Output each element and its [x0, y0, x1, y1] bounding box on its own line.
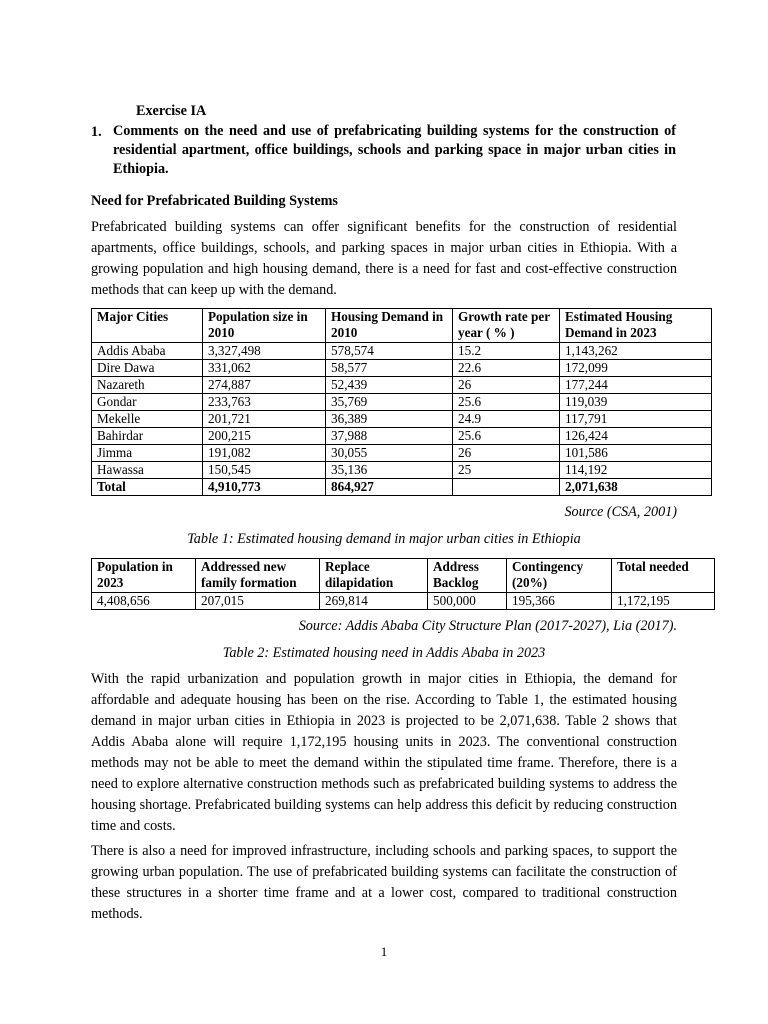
housing-demand-table [91, 308, 712, 496]
column-header: Total needed [612, 559, 715, 593]
column-header: Addressed new family formation [196, 559, 320, 593]
table-cell: 207,015 [196, 593, 320, 610]
table-row [92, 593, 715, 610]
paragraph-3: There is also a need for improved infrastructure, including schools and parking spaces, to support the growing urban population. The use of prefabricated building systems can facilitate the construction of these structures in a shorter time frame and at a lower cost, compared to traditional construction methods. [91, 843, 677, 922]
table-cell: 58,577 [326, 360, 453, 377]
table-cell: 35,136 [326, 462, 453, 479]
column-header: Major Cities [92, 309, 203, 343]
table-cell: 114,192 [560, 462, 712, 479]
table-cell: 2,071,638 [560, 479, 712, 496]
table-total-row [92, 479, 712, 496]
table-cell: 195,366 [507, 593, 612, 610]
table-cell: 15.2 [453, 343, 560, 360]
table-cell: 25.6 [453, 394, 560, 411]
table-cell: 331,062 [203, 360, 326, 377]
question-text: Comments on the need and use of prefabricating building systems for the construction of residential apartment, office buildings, schools and parking space in major urban cities in Ethiopia. [113, 123, 676, 177]
column-header: Growth rate per year ( % ) [453, 309, 560, 343]
column-header: Population in 2023 [92, 559, 196, 593]
table1-source: Source (CSA, 2001) [564, 504, 677, 520]
table-cell: 26 [453, 445, 560, 462]
table-cell: 233,763 [203, 394, 326, 411]
table-cell: 1,172,195 [612, 593, 715, 610]
table-cell: 24.9 [453, 411, 560, 428]
table-cell: Gondar [92, 394, 203, 411]
table-cell: 150,545 [203, 462, 326, 479]
table-cell: 126,424 [560, 428, 712, 445]
table-cell: 37,988 [326, 428, 453, 445]
table-cell: 191,082 [203, 445, 326, 462]
table-cell: 4,408,656 [92, 593, 196, 610]
table1-caption: Table 1: Estimated housing demand in major urban cities in Ethiopia [187, 531, 581, 547]
exercise-title: Exercise IA [136, 103, 207, 119]
table-row [92, 411, 712, 428]
table-cell: 30,055 [326, 445, 453, 462]
table-row [92, 445, 712, 462]
table-cell [453, 479, 560, 496]
housing-need-table [91, 558, 715, 610]
table-cell: 117,791 [560, 411, 712, 428]
paragraph-2: With the rapid urbanization and population growth in major cities in Ethiopia, the demand for affordable and adequate housing has been on the rise. According to Table 1, the estimated housing demand in major urban cities in Ethiopia in 2023 is projected to be 2,071,638. Table 2 shows that Addis Ababa alone will require 1,172,195 housing units in 2023. The conventional construction methods may not be able to meet the demand within the stipulated time frame. Therefore, there is a need to explore alternative construction methods such as prefabricated building systems to address the housing shortage. Prefabricated building systems can help address this deficit by reducing construction time and costs. [91, 671, 677, 834]
table-cell: 25.6 [453, 428, 560, 445]
table-cell: 26 [453, 377, 560, 394]
table-cell: 864,927 [326, 479, 453, 496]
table-cell: 101,586 [560, 445, 712, 462]
table-cell: 35,769 [326, 394, 453, 411]
table-cell: 578,574 [326, 343, 453, 360]
table-cell: 1,143,262 [560, 343, 712, 360]
table-cell: Addis Ababa [92, 343, 203, 360]
column-header: Population size in 2010 [203, 309, 326, 343]
table-cell: 274,887 [203, 377, 326, 394]
table-cell: 22.6 [453, 360, 560, 377]
table-cell: 3,327,498 [203, 343, 326, 360]
paragraph-1: Prefabricated building systems can offer significant benefits for the construction of residential apartments, office buildings, schools, and parking spaces in major urban cities in Ethiopia. With a growing population and high housing demand, there is a need for fast and cost-effective construction methods that can keep up with the demand. [91, 219, 677, 298]
table-cell: Mekelle [92, 411, 203, 428]
table-cell: 177,244 [560, 377, 712, 394]
column-header: Housing Demand in 2010 [326, 309, 453, 343]
table-cell: 4,910,773 [203, 479, 326, 496]
section-heading: Need for Prefabricated Building Systems [91, 193, 338, 209]
table-cell: 500,000 [428, 593, 507, 610]
column-header: Contingency (20%) [507, 559, 612, 593]
table-cell: Dire Dawa [92, 360, 203, 377]
table-cell: 119,039 [560, 394, 712, 411]
question-number: 1. [91, 124, 102, 140]
table-cell: 201,721 [203, 411, 326, 428]
table-row [92, 343, 712, 360]
table-cell: 36,389 [326, 411, 453, 428]
table2-source: Source: Addis Ababa City Structure Plan (2017-2027), Lia (2017). [298, 618, 677, 634]
column-header: Address Backlog [428, 559, 507, 593]
table-cell: Nazareth [92, 377, 203, 394]
table-row [92, 377, 712, 394]
table-cell: 25 [453, 462, 560, 479]
column-header: Replace dilapidation [320, 559, 428, 593]
table-cell: Jimma [92, 445, 203, 462]
table-row [92, 462, 712, 479]
page-number: 1 [380, 944, 388, 959]
table-cell: Bahirdar [92, 428, 203, 445]
table-cell: Hawassa [92, 462, 203, 479]
table-cell: 200,215 [203, 428, 326, 445]
table-header-row [92, 559, 715, 593]
table-cell: 269,814 [320, 593, 428, 610]
table-row [92, 428, 712, 445]
table-row [92, 360, 712, 377]
column-header: Estimated Housing Demand in 2023 [560, 309, 712, 343]
table-row [92, 394, 712, 411]
table-cell: 172,099 [560, 360, 712, 377]
table2-caption: Table 2: Estimated housing need in Addis Ababa in 2023 [222, 645, 546, 661]
table-cell: 52,439 [326, 377, 453, 394]
table-cell: Total [92, 479, 203, 496]
table-header-row [92, 309, 712, 343]
